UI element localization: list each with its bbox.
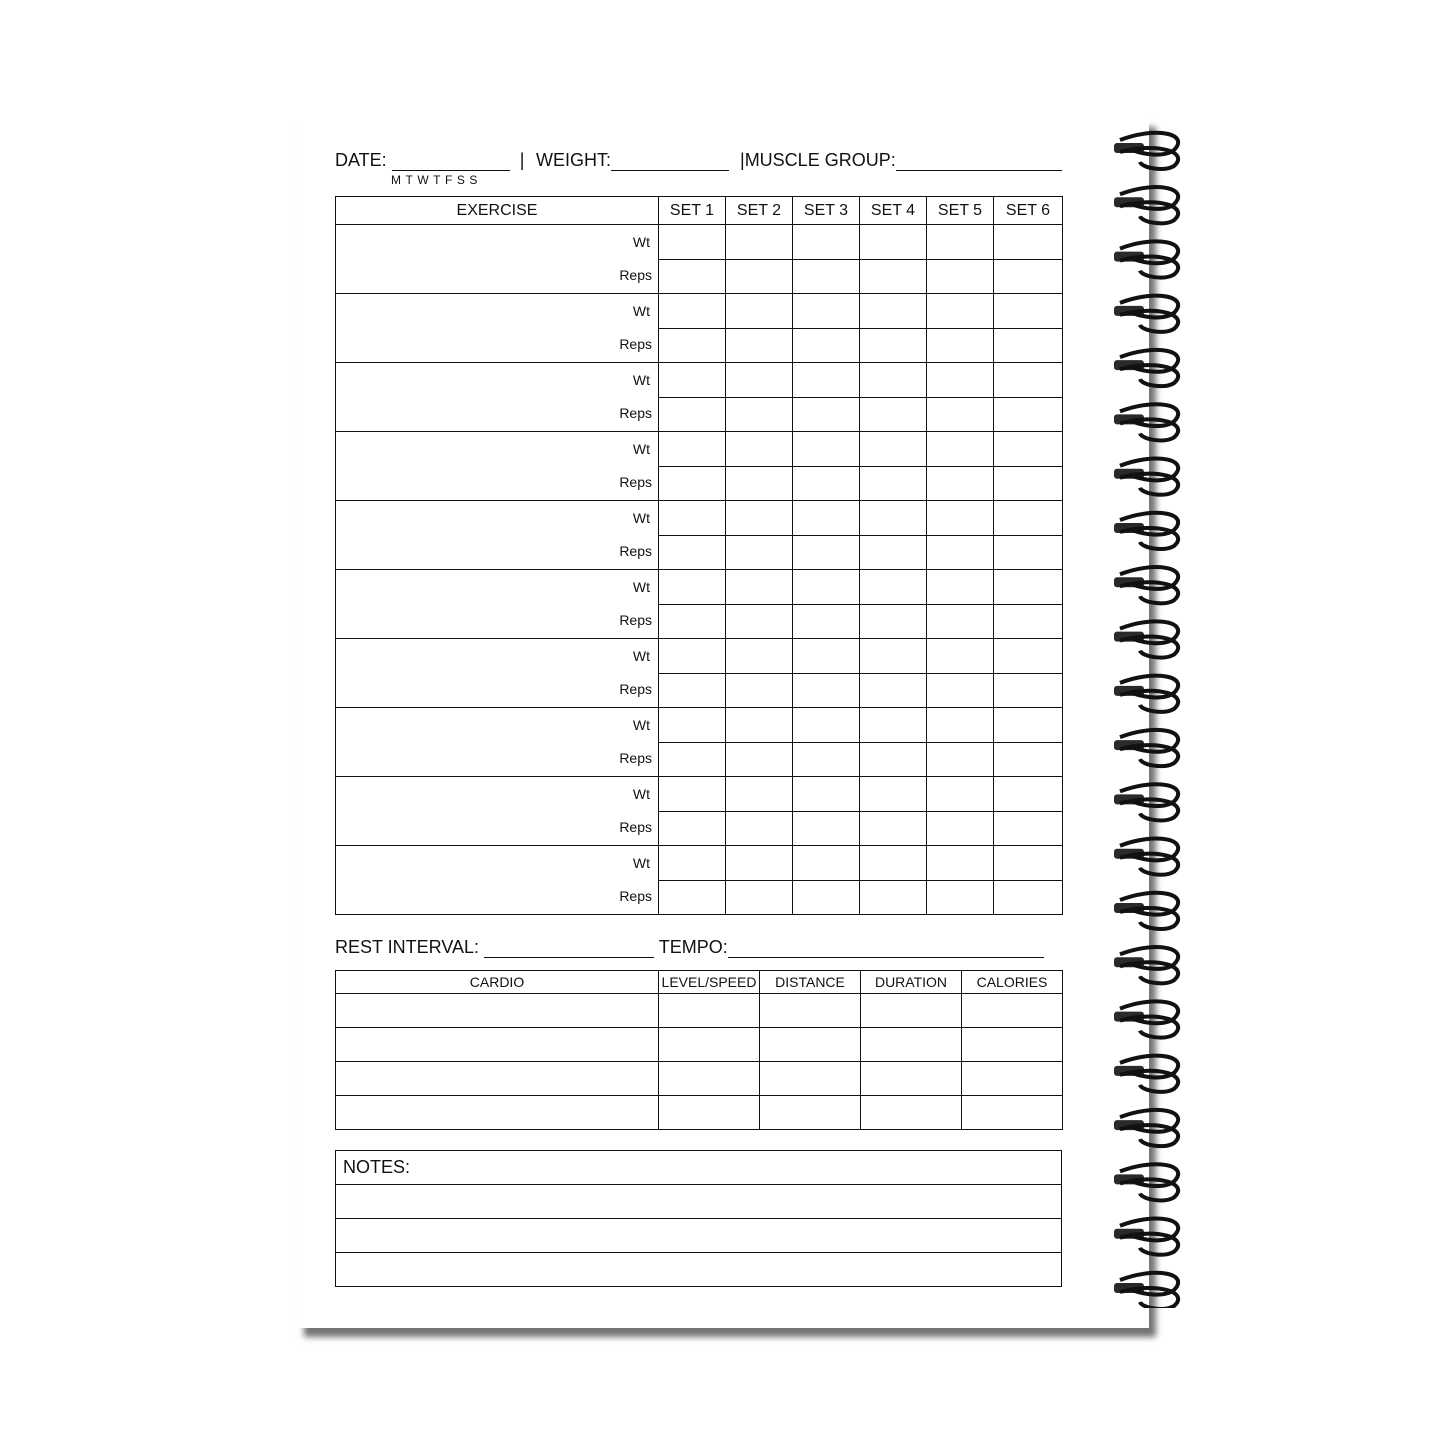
weight-input-cell[interactable] [793,501,860,536]
weight-input-cell[interactable] [659,570,726,605]
binding-coil [1114,350,1178,386]
weight-input-cell[interactable] [726,846,793,881]
reps-input-cell[interactable] [927,535,994,570]
reps-input-cell[interactable] [659,466,726,501]
reps-input-cell[interactable] [726,259,793,294]
reps-input-cell[interactable] [793,742,860,777]
weight-input-cell[interactable] [927,501,994,536]
weight-input-cell[interactable] [659,708,726,743]
weight-field[interactable] [611,152,729,171]
rest-tempo-line [335,937,1044,958]
weight-input-cell[interactable] [927,225,994,260]
reps-row-label: Reps [619,336,652,352]
reps-input-cell[interactable] [994,397,1063,432]
exercise-column-header: EXERCISE [336,197,659,225]
cardio-input-cell[interactable] [861,994,962,1028]
reps-row-label: Reps [619,888,652,904]
cardio-input-cell[interactable] [336,1028,659,1062]
reps-input-cell[interactable] [994,328,1063,363]
weight-input-cell[interactable] [994,708,1063,743]
weight-input-cell[interactable] [927,432,994,467]
cardio-column-header: CALORIES [962,971,1063,994]
exercise-name-cell[interactable] [336,777,659,846]
binding-coil [1114,404,1178,440]
weight-input-cell[interactable] [659,294,726,329]
exercise-table [335,196,1063,915]
weight-input-cell[interactable] [726,363,793,398]
weight-input-cell[interactable] [659,639,726,674]
reps-input-cell[interactable] [994,673,1063,708]
weight-input-cell[interactable] [659,501,726,536]
weight-input-cell[interactable] [994,363,1063,398]
weight-input-cell[interactable] [927,708,994,743]
reps-input-cell[interactable] [726,466,793,501]
reps-input-cell[interactable] [659,259,726,294]
weight-input-cell[interactable] [994,501,1063,536]
weight-input-cell[interactable] [659,432,726,467]
date-label: DATE: | [335,150,535,170]
reps-row-label: Reps [619,267,652,283]
exercise-row [336,432,1063,467]
binding-coil [1114,187,1178,223]
notes-line[interactable] [336,1185,1062,1219]
reps-input-cell[interactable] [726,673,793,708]
reps-input-cell[interactable] [927,604,994,639]
exercise-row [336,708,1063,743]
reps-input-cell[interactable] [726,811,793,846]
weight-input-cell[interactable] [927,570,994,605]
weight-input-cell[interactable] [726,501,793,536]
exercise-row [336,846,1063,881]
weight-input-cell[interactable] [994,294,1063,329]
weight-row-label: Wt [632,234,650,250]
binding-coil [1114,893,1178,929]
reps-input-cell[interactable] [726,397,793,432]
cardio-row [336,1096,1063,1130]
reps-input-cell[interactable] [793,466,860,501]
binding-coil [1114,784,1178,820]
weight-input-cell[interactable] [793,639,860,674]
exercise-name-cell[interactable] [336,570,659,639]
reps-input-cell[interactable] [860,397,927,432]
cardio-column-header: DISTANCE [760,971,861,994]
reps-input-cell[interactable] [793,397,860,432]
exercise-name-cell[interactable] [336,225,659,294]
binding-coil [1114,838,1178,874]
reps-input-cell[interactable] [793,673,860,708]
binding-coil [1114,1218,1178,1254]
reps-input-cell[interactable] [860,880,927,915]
reps-input-cell[interactable] [726,328,793,363]
weight-input-cell[interactable] [726,432,793,467]
reps-row-label: Reps [619,405,652,421]
weight-input-cell[interactable] [994,432,1063,467]
weight-input-cell[interactable] [994,639,1063,674]
reps-input-cell[interactable] [860,673,927,708]
binding-coil [1114,1164,1178,1200]
exercise-row [336,225,1063,260]
binding-coil [1114,567,1178,603]
muscle-group-label: |MUSCLE GROUP: [740,150,1062,171]
weight-input-cell[interactable] [726,225,793,260]
reps-input-cell[interactable] [659,535,726,570]
set-column-header: SET 6 [994,197,1063,225]
weight-input-cell[interactable] [793,570,860,605]
reps-input-cell[interactable] [927,328,994,363]
cardio-input-cell[interactable] [659,1062,760,1096]
weight-row-label: Wt [632,441,650,457]
reps-input-cell[interactable] [793,259,860,294]
weight-input-cell[interactable] [860,432,927,467]
binding-coil [1114,947,1178,983]
cardio-input-cell[interactable] [861,1096,962,1130]
set-column-header: SET 5 [927,197,994,225]
weight-row-label: Wt [632,303,650,319]
binding-coil [1114,241,1178,277]
cardio-column-header: LEVEL/SPEED [659,971,760,994]
binding-coil [1114,133,1178,169]
reps-row-label: Reps [619,474,652,490]
reps-input-cell[interactable] [860,466,927,501]
cardio-input-cell[interactable] [659,1028,760,1062]
weight-input-cell[interactable] [726,294,793,329]
weight-input-cell[interactable] [927,846,994,881]
exercise-row [336,570,1063,605]
cardio-input-cell[interactable] [336,994,659,1028]
weight-row-label: Wt [632,372,650,388]
cardio-input-cell[interactable] [659,994,760,1028]
reps-input-cell[interactable] [726,604,793,639]
rest-interval-field[interactable] [484,939,654,958]
weight-input-cell[interactable] [793,363,860,398]
weekday-letters[interactable]: MTWTFSS [391,173,482,187]
weight-input-cell[interactable] [726,570,793,605]
weight-input-cell[interactable] [860,501,927,536]
notes-label: NOTES: [336,1151,1062,1185]
exercise-name-cell[interactable] [336,432,659,501]
cardio-input-cell[interactable] [336,1062,659,1096]
reps-input-cell[interactable] [793,535,860,570]
binding-coil [1114,730,1178,766]
cardio-input-cell[interactable] [760,994,861,1028]
weight-input-cell[interactable] [659,846,726,881]
notes-line[interactable] [336,1219,1062,1253]
weight-input-cell[interactable] [726,708,793,743]
weight-input-cell[interactable] [793,777,860,812]
binding-coil [1114,513,1178,549]
cardio-column-header: CARDIO [336,971,659,994]
binding-coil [1114,1110,1178,1146]
reps-input-cell[interactable] [659,880,726,915]
reps-input-cell[interactable] [793,328,860,363]
exercise-row [336,777,1063,812]
rest-interval-label: REST INTERVAL: [335,937,480,957]
reps-input-cell[interactable] [994,604,1063,639]
weight-input-cell[interactable] [994,225,1063,260]
set-column-header: SET 3 [793,197,860,225]
cardio-input-cell[interactable] [760,1062,861,1096]
reps-input-cell[interactable] [860,328,927,363]
exercise-row [336,294,1063,329]
notes-box [335,1150,1062,1287]
reps-input-cell[interactable] [994,466,1063,501]
exercise-row [336,501,1063,536]
reps-input-cell[interactable] [793,604,860,639]
weight-input-cell[interactable] [659,363,726,398]
set-column-header: SET 1 [659,197,726,225]
reps-input-cell[interactable] [927,811,994,846]
cardio-input-cell[interactable] [760,1096,861,1130]
reps-input-cell[interactable] [659,328,726,363]
weight-row-label: Wt [632,579,650,595]
weight-row-label: Wt [632,648,650,664]
weight-input-cell[interactable] [927,294,994,329]
weight-input-cell[interactable] [793,708,860,743]
spiral-binding [1112,128,1187,1308]
reps-input-cell[interactable] [793,811,860,846]
exercise-header-row [336,197,1063,225]
reps-input-cell[interactable] [726,535,793,570]
binding-coil [1114,676,1178,712]
reps-input-cell[interactable] [927,742,994,777]
exercise-row [336,363,1063,398]
reps-input-cell[interactable] [927,673,994,708]
cardio-input-cell[interactable] [659,1096,760,1130]
reps-input-cell[interactable] [659,397,726,432]
cardio-column-header: DURATION [861,971,962,994]
weight-input-cell[interactable] [793,294,860,329]
weight-label: WEIGHT: [536,150,729,171]
weight-input-cell[interactable] [659,777,726,812]
reps-row-label: Reps [619,612,652,628]
cardio-input-cell[interactable] [962,994,1063,1028]
cardio-input-cell[interactable] [861,1028,962,1062]
exercise-name-cell[interactable] [336,846,659,915]
binding-coil [1114,1056,1178,1092]
cardio-table [335,970,1063,1130]
reps-input-cell[interactable] [927,397,994,432]
reps-input-cell[interactable] [659,604,726,639]
weight-input-cell[interactable] [860,846,927,881]
binding-coil [1114,1273,1178,1308]
cardio-input-cell[interactable] [962,1062,1063,1096]
cardio-input-cell[interactable] [336,1096,659,1130]
weight-input-cell[interactable] [793,846,860,881]
weight-row-label: Wt [632,510,650,526]
exercise-name-cell[interactable] [336,639,659,708]
reps-input-cell[interactable] [860,535,927,570]
weight-input-cell[interactable] [994,846,1063,881]
set-column-header: SET 2 [726,197,793,225]
binding-coil [1114,621,1178,657]
cardio-input-cell[interactable] [962,1028,1063,1062]
set-column-header: SET 4 [860,197,927,225]
weight-input-cell[interactable] [793,432,860,467]
reps-row-label: Reps [619,681,652,697]
weight-input-cell[interactable] [726,777,793,812]
weight-input-cell[interactable] [860,363,927,398]
weight-input-cell[interactable] [994,777,1063,812]
weight-input-cell[interactable] [659,225,726,260]
weight-input-cell[interactable] [927,777,994,812]
binding-coil [1114,1001,1178,1037]
date-field[interactable] [392,152,510,171]
weight-input-cell[interactable] [927,363,994,398]
reps-row-label: Reps [619,543,652,559]
weight-input-cell[interactable] [860,777,927,812]
cardio-header-row [336,971,1063,994]
weight-row-label: Wt [632,855,650,871]
exercise-row [336,639,1063,674]
exercise-name-cell[interactable] [336,501,659,570]
exercise-name-cell[interactable] [336,363,659,432]
weight-input-cell[interactable] [726,639,793,674]
reps-row-label: Reps [619,750,652,766]
reps-input-cell[interactable] [860,604,927,639]
reps-input-cell[interactable] [860,259,927,294]
cardio-row [336,994,1063,1028]
weight-input-cell[interactable] [860,639,927,674]
weight-input-cell[interactable] [927,639,994,674]
weight-input-cell[interactable] [994,570,1063,605]
binding-coil [1114,458,1178,494]
reps-row-label: Reps [619,819,652,835]
reps-input-cell[interactable] [927,466,994,501]
weight-row-label: Wt [632,717,650,733]
reps-input-cell[interactable] [927,880,994,915]
reps-input-cell[interactable] [927,259,994,294]
reps-input-cell[interactable] [994,811,1063,846]
reps-input-cell[interactable] [994,880,1063,915]
reps-input-cell[interactable] [726,742,793,777]
weight-input-cell[interactable] [793,225,860,260]
reps-input-cell[interactable] [659,811,726,846]
tempo-label: TEMPO: [658,937,728,957]
cardio-input-cell[interactable] [962,1096,1063,1130]
reps-input-cell[interactable] [860,742,927,777]
reps-input-cell[interactable] [659,742,726,777]
binding-coil [1114,296,1178,332]
notes-line[interactable] [336,1253,1062,1287]
cardio-row [336,1028,1063,1062]
cardio-row [336,1062,1063,1096]
reps-input-cell[interactable] [994,259,1063,294]
reps-input-cell[interactable] [726,880,793,915]
exercise-name-cell[interactable] [336,708,659,777]
reps-input-cell[interactable] [659,673,726,708]
weight-input-cell[interactable] [860,225,927,260]
weight-input-cell[interactable] [860,570,927,605]
reps-input-cell[interactable] [994,535,1063,570]
reps-input-cell[interactable] [793,880,860,915]
reps-input-cell[interactable] [994,742,1063,777]
tempo-field[interactable] [728,939,1044,958]
exercise-name-cell[interactable] [336,294,659,363]
weight-input-cell[interactable] [860,294,927,329]
weight-input-cell[interactable] [860,708,927,743]
cardio-input-cell[interactable] [861,1062,962,1096]
cardio-input-cell[interactable] [760,1028,861,1062]
weight-row-label: Wt [632,786,650,802]
reps-input-cell[interactable] [860,811,927,846]
muscle-group-field[interactable] [896,152,1062,171]
